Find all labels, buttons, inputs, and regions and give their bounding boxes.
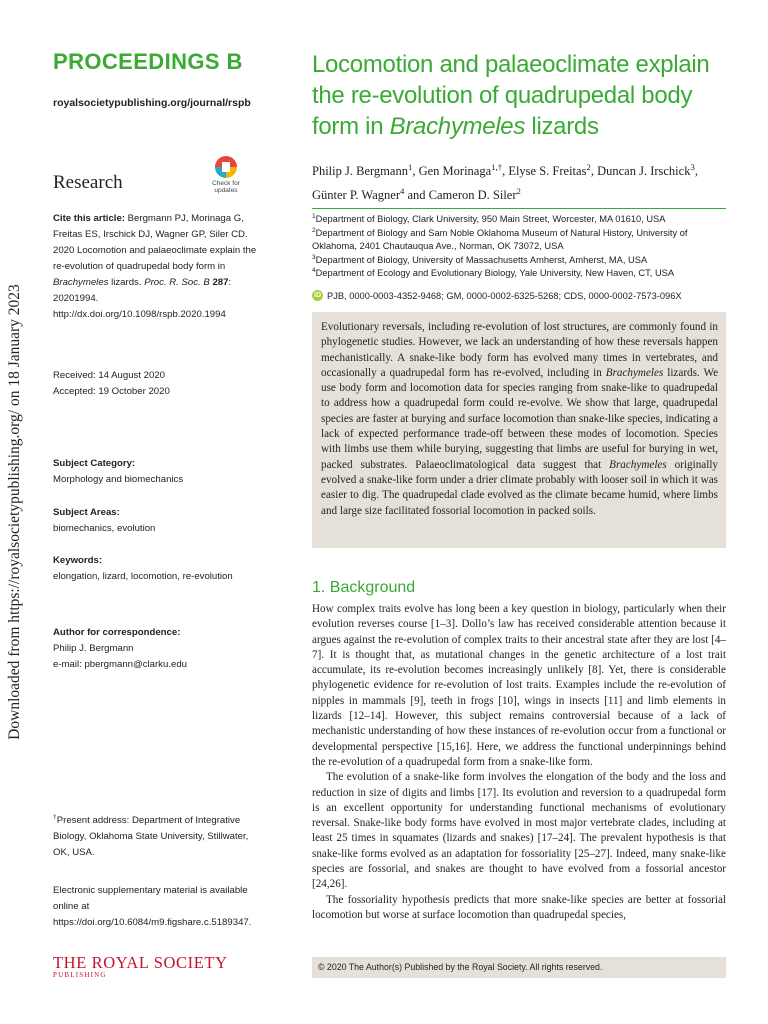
download-note: Downloaded from https://royalsocietypublishing.org/ on 18 January 2023: [6, 284, 23, 740]
author[interactable]: Cameron D. Siler: [428, 188, 517, 202]
author-list: Philip J. Bergmann$^1$, Gen Morinaga$^{1,\dagger}$, Elyse S. Freitas$^2$, Duncan J. Irschick$^3$, Günter P. Wagner$^4$ and Cameron D. Siler$^2$: [312, 161, 698, 202]
orcid-line: iD PJB, 0000-0003-4352-9468; GM, 0000-0002-6325-5268; CDS, 0000-0002-7573-096X: [314, 290, 682, 301]
body-text: [312, 602, 726, 923]
royal-society-logo[interactable]: THE ROYAL SOCIETY PUBLISHING: [53, 953, 228, 979]
divider: [312, 208, 726, 209]
check-updates-line1: Check for: [212, 180, 240, 187]
author[interactable]: Philip J. Bergmann: [312, 164, 408, 178]
affiliation: $^4$Department of Ecology and Evolutionary Biology, Yale University, New Haven, CT, USA: [312, 266, 675, 278]
check-updates-icon: [215, 156, 237, 178]
affiliation: $^1$Department of Biology, Clark University, 950 Main Street, Worcester, MA 01610, USA: [312, 212, 666, 224]
accepted-date: Accepted: 19 October 2020: [53, 386, 170, 397]
present-address: †Present address: Department of Integrative Biology, Oklahoma State University, Stillwater, OK, USA.: [53, 813, 249, 858]
affiliation: $^3$Department of Biology, University of Massachusetts Amherst, Amherst, MA, USA: [312, 253, 648, 265]
section-heading: 1. Background: [312, 579, 416, 596]
orcid-icon[interactable]: iD: [314, 292, 321, 299]
author[interactable]: Günter P. Wagner: [312, 188, 400, 202]
check-for-updates-button[interactable]: [206, 156, 246, 194]
correspondence-block: Author for correspondence: Philip J. Bergmann e-mail: pbergmann@clarku.edu: [53, 627, 187, 670]
copyright-bar: © 2020 The Author(s) Published by the Royal Society. All rights reserved.: [312, 957, 726, 978]
subject-areas: Subject Areas: biomechanics, evolution: [53, 507, 156, 534]
abstract-box: Evolutionary reversals, including re-evolution of lost structures, are commonly found in phylogenetic studies. However, we lack an understanding of how these reversals happen mechanistically. A snake-like body form has evolved many times in vertebrates, and occasionally a quadrupedal form has re-evolved, including in Brachymeles lizards. We use body form and locomotion data for species ranging from snake-like to quadrupedal to address how a quadrupedal form could re-evolve. We show that large, quadrupedal species are faster at burying and surface locomotion than snake-like species, indicating a lack of expected performance trade-off between these modes of locomotion. Species with limbs use them while burying, suggesting that limbs are useful for burying in wet, packed substrates. Palaeoclimatological data suggest that Brachymeles originally evolved a snake-like form under a drier climate probably with looser soil in which it was easier to dig. The quadrupedal clade evolved as the climate became humid, where limbs and large size facilitated fossorial locomotion in packed soils.: [312, 312, 726, 548]
received-date: Received: 14 August 2020: [53, 370, 166, 381]
author[interactable]: Gen Morinaga: [418, 164, 492, 178]
doi-link[interactable]: http://dx.doi.org/10.1098/rspb.2020.1994: [53, 309, 226, 320]
journal-url-link[interactable]: royalsocietypublishing.org/journal/rspb: [53, 97, 251, 109]
article-title: Locomotion and palaeoclimate explain the re-evolution of quadrupedal body form in Brachymeles lizards: [312, 51, 710, 140]
email-link[interactable]: e-mail: pbergmann@clarku.edu: [53, 659, 187, 670]
section-label: Research: [53, 172, 123, 193]
paragraph: The evolution of a snake-like form involves the elongation of the body and the loss and reduction in size of digits and limbs [17]. Its evolution and reversion to a quadrupedal form is an excellent opportunity for understanding functional mechanisms of evolutionary reversal. Snake-like body forms have evolved in most major vertebrate clades, including at least 25 times in squamates (lizards and snakes) [17–24]. The prevalent hypothesis is that snake-like forms evolved as an adaptation for fossoriality [25–27]. Indeed, many snake-like species are fossorial, and snakes are thought to have evolved from a fossorial ancestor [24,26].: [312, 771, 726, 891]
affiliation: $^2$Department of Biology and Sam Noble Oklahoma Museum of Natural History, University of Oklahoma, 2401 Chautauqua Ave., Norman, OK 73072, USA: [312, 226, 688, 251]
paragraph: How complex traits evolve has long been a key question in biology, particularly when their evolution reverses course [1–3]. Dollo’s law has received considerable attention because it argues against the re-evolution of complex traits to their ancestral state after they are lost [4–7]. It is thought that, as mutational changes in the genetic architecture of a lost trait accumulate, its re-evolution becomes increasingly unlikely [8]. Yet, there is considerable phylogenetic evidence for re-evolution of lost traits. Examples include the re-evolution of nipples in mammals [9], teeth in frogs [10], wings in insects [11] and limb elements in lizards [12–14]. However, this subject remains controversial because of a lack of mechanistic understanding of how these instances of re-evolution occur from a functional or developmental perspective [15,16]. Here, we address the functional underpinnings behind the re-evolution of a quadrupedal form from a snake-like form.: [312, 603, 726, 768]
affiliations: [312, 213, 732, 281]
article-dates: [53, 368, 258, 400]
paragraph: The fossoriality hypothesis predicts that more snake-like species are better at fossorial locomotion but worse at surface locomotion than quadrupedal species,: [312, 893, 726, 921]
keywords: Keywords: elongation, lizard, locomotion, re-evolution: [53, 555, 233, 582]
author[interactable]: Duncan J. Irschick: [597, 164, 691, 178]
cite-label: Cite this article:: [53, 213, 125, 224]
check-updates-line2: updates: [214, 187, 238, 194]
supplementary-note: Electronic supplementary material is available online at https://doi.org/10.6084/m9.figshare.c.5189347.: [53, 885, 252, 928]
subject-category: Subject Category: Morphology and biomechanics: [53, 458, 184, 485]
author[interactable]: Elyse S. Freitas: [508, 164, 587, 178]
citation-block: Cite this article: Bergmann PJ, Morinaga G, Freitas ES, Irschick DJ, Wagner GP, Siler CD. 2020 Locomotion and palaeoclimate explain the re-evolution of quadrupedal body form in Brachymeles lizards. Proc. R. Soc. B 287: 20201994. http://dx.doi.org/10.1098/rspb.2020.1994: [53, 213, 257, 320]
journal-brand[interactable]: PROCEEDINGS B: [53, 49, 243, 74]
